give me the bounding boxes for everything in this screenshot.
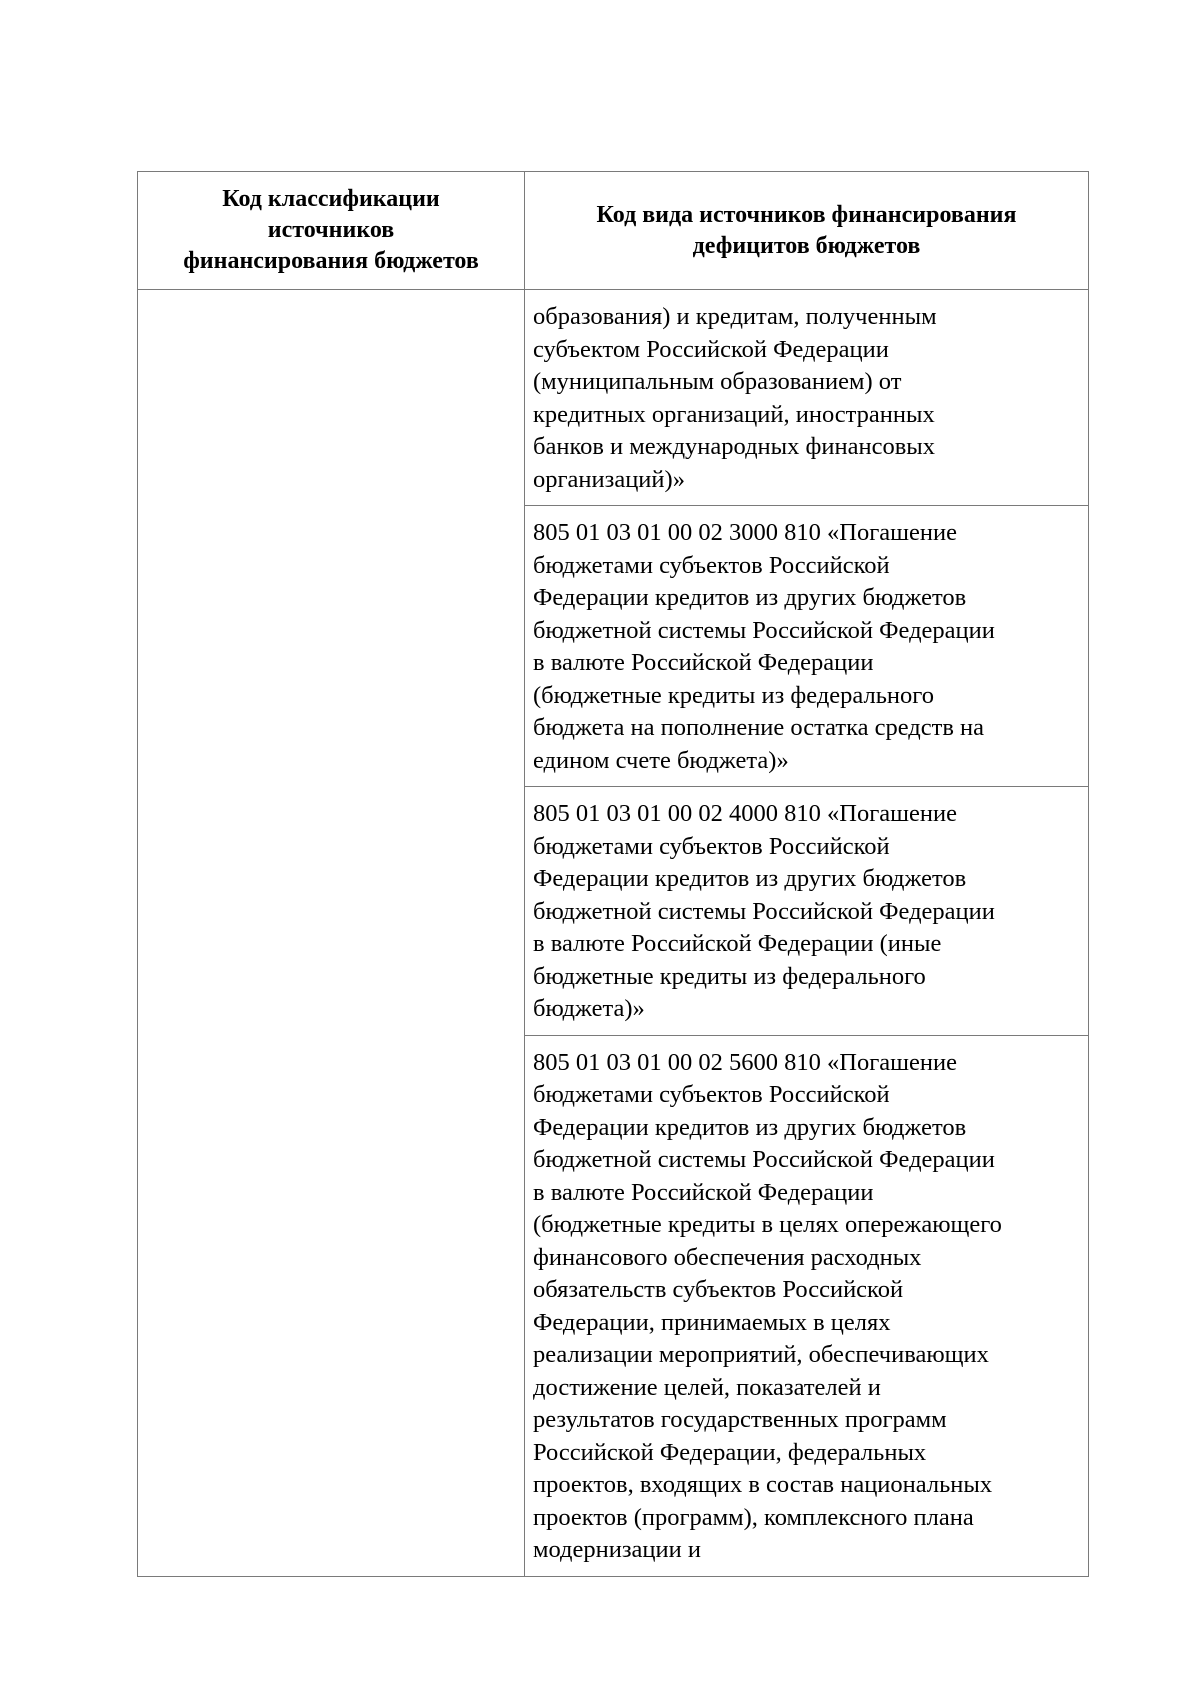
classification-table: [137, 171, 1089, 1577]
header-cell-classification-code: [138, 172, 525, 290]
table-entry: 805 01 03 01 00 02 4000 810 «Погашение бюджетами субъектов Российской Федерации кредитов из других бюджетов бюджетной системы Российской Федерации в валюте Российской Федерации (иные бюджетные кредиты из федерального бюджета)»: [525, 787, 1088, 1036]
classification-code-cell-empty: [138, 290, 525, 1577]
source-type-entries-cell: [525, 290, 1089, 1577]
table-header-row: [138, 172, 1089, 290]
table-entry: 805 01 03 01 00 02 3000 810 «Погашение бюджетами субъектов Российской Федерации кредитов из других бюджетов бюджетной системы Российской Федерации в валюте Российской Федерации (бюджетные кредиты из федерального бюджета на пополнение остатка средств на едином счете бюджета)»: [525, 506, 1088, 787]
header-source-type-code-label: Код вида источников финансирования дефицитов бюджетов: [596, 201, 1017, 259]
table-entry: 805 01 03 01 00 02 5600 810 «Погашение бюджетами субъектов Российской Федерации кредитов из других бюджетов бюджетной системы Российской Федерации в валюте Российской Федерации (бюджетные кредиты в целях опережающего финансового обеспечения расходных обязательств субъектов Российской Федерации, принимаемых в целях реализации мероприятий, обеспечивающих достижение целей, показателей и результатов государственных программ Российской Федерации, федеральных проектов, входящих в состав национальных проектов (программ), комплексного плана модернизации и: [533, 1048, 1002, 1563]
header-classification-code-label: Код классификации источников финансирования бюджетов: [183, 186, 479, 274]
table-body-row: [138, 290, 1089, 1577]
header-cell-source-type-code: [525, 172, 1089, 290]
table-entry: образования) и кредитам, полученным субъектом Российской Федерации (муниципальным образованием) от кредитных организаций, иностранных банков и международных финансовых организаций)»: [525, 290, 1088, 506]
